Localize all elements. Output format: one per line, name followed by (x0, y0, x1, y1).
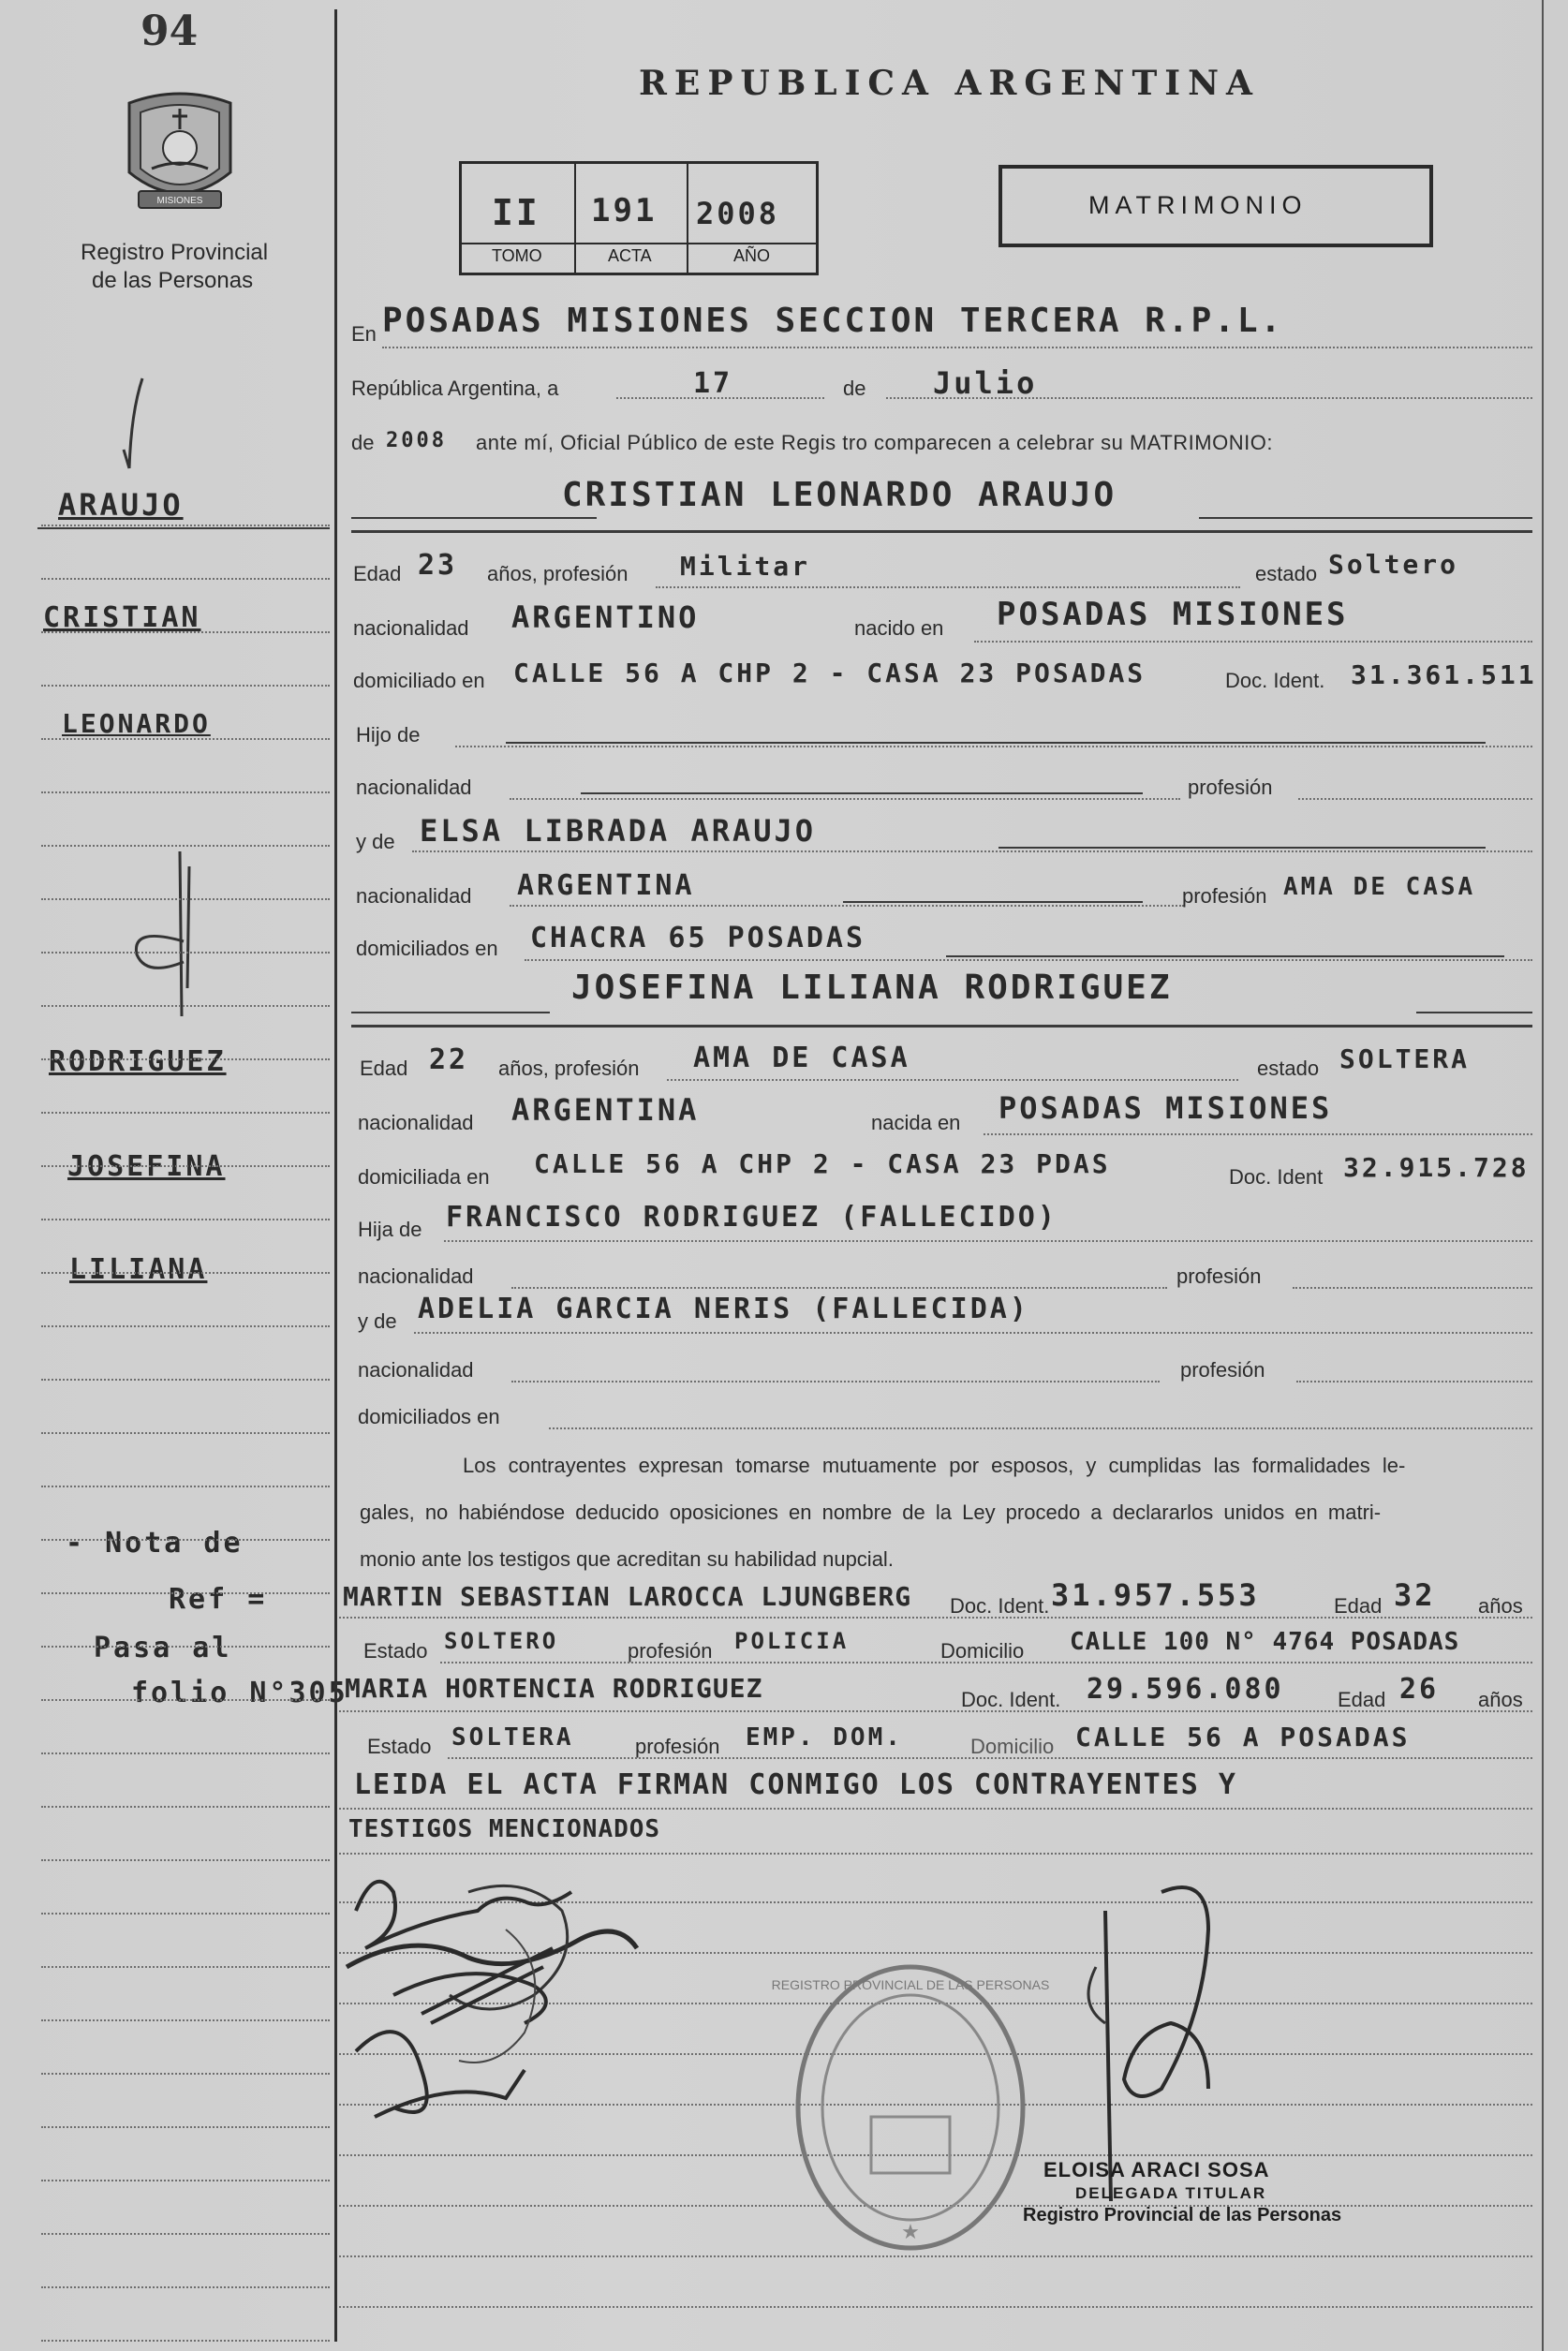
province-crest-icon (120, 82, 240, 221)
registry-name-line1: Registro Provincial (81, 240, 269, 265)
appearance-statement: ante mí, Oficial Público de este Regis tro comparecen a celebrar su MATRIMONIO: (476, 431, 1273, 454)
record-type-box (998, 165, 1433, 247)
margin-initial-mark (103, 375, 159, 478)
month-value: Julio (933, 365, 1038, 401)
record-index-box (459, 161, 819, 275)
groom-mother: ELSA LIBRADA ARAUJO (420, 813, 817, 849)
declaration-line2: gales, no habiéndose deducido oposiciones en nombre de la Ley procedo a declararlos unidos en matri- (360, 1501, 1382, 1524)
bride-nationality: ARGENTINA (511, 1092, 700, 1128)
groom-estado: Soltero (1328, 549, 1459, 580)
groom-parents-address: CHACRA 65 POSADAS (530, 922, 866, 954)
country-title: REPUBLICA ARGENTINA (639, 64, 1260, 103)
margin-firstname-1a: CRISTIAN (43, 601, 201, 634)
bride-age: 22 (429, 1043, 469, 1076)
acta-value: 191 (591, 192, 658, 229)
registry-name-line2: de las Personas (92, 268, 254, 293)
bride-father: FRANCISCO RODRIGUEZ (FALLECIDO) (446, 1201, 1058, 1234)
closing-line2: TESTIGOS MENCIONADOS (348, 1815, 661, 1843)
record-type: MATRIMONIO (1088, 191, 1308, 219)
witness1-profession: POLICIA (734, 1628, 850, 1654)
margin-guide-line (41, 2126, 330, 2128)
groom-doc: 31.361.511 (1351, 659, 1537, 690)
margin-firstname-2b: LILIANA (69, 1253, 208, 1286)
bride-profession: AMA DE CASA (693, 1042, 910, 1074)
groom-birthplace: POSADAS MISIONES (997, 596, 1349, 633)
margin-guide-line (41, 1432, 330, 1434)
signature-guide-line (339, 2306, 1532, 2308)
margin-guide-line (41, 2233, 330, 2235)
margin-guide-line (41, 1913, 330, 1915)
margin-guide-line (41, 2019, 330, 2021)
margin-guide-line (41, 1486, 330, 1487)
margin-firstname-1b: LEONARDO (62, 708, 211, 739)
margin-guide-line (41, 525, 330, 526)
bride-mother: ADELIA GARCIA NERIS (FALLECIDA) (418, 1293, 1029, 1325)
margin-guide-line (41, 1165, 330, 1167)
margin-guide-line (41, 1752, 330, 1754)
margin-guide-line (41, 685, 330, 687)
svg-text:★: ★ (901, 2221, 920, 2244)
margin-guide-line (41, 1058, 330, 1060)
witness2-estado: SOLTERA (451, 1723, 574, 1752)
margin-guide-line (41, 631, 330, 633)
witness2-age: 26 (1399, 1673, 1440, 1706)
groom-age: 23 (418, 549, 458, 582)
witness1-age: 32 (1394, 1577, 1436, 1613)
bride-address: CALLE 56 A CHP 2 - CASA 23 PDAS (534, 1148, 1111, 1179)
bride-estado: SOLTERA (1339, 1043, 1471, 1074)
page-number: 94 (141, 7, 199, 55)
witness1-address: CALLE 100 N° 4764 POSADAS (1070, 1628, 1460, 1656)
margin-guide-line (41, 1966, 330, 1968)
margin-guide-line (41, 2180, 330, 2181)
declaration-line1: Los contrayentes expresan tomarse mutuamente por esposos, y cumplidas las formalidades le- (463, 1454, 1406, 1477)
officer-office: Registro Provincial de las Personas (1023, 2205, 1342, 2225)
closing-line1: LEIDA EL ACTA FIRMAN CONMIGO LOS CONTRAYENTES Y (354, 1768, 1237, 1801)
witness2-address: CALLE 56 A POSADAS (1075, 1722, 1411, 1752)
svg-text:MISIONES: MISIONES (156, 196, 203, 206)
officer-title: DELEGADA TITULAR (1075, 2184, 1267, 2202)
margin-guide-line (41, 2340, 330, 2342)
contracting-parties-signatures (337, 1855, 674, 2164)
margin-firstname-2a: JOSEFINA (67, 1150, 226, 1183)
place-value: POSADAS MISIONES SECCION TERCERA R.P.L. (382, 302, 1284, 340)
witness2-name: MARIA HORTENCIA RODRIGUEZ (345, 1673, 763, 1704)
margin-guide-line (41, 1272, 330, 1274)
witness1-name: MARTIN SEBASTIAN LAROCCA LJUNGBERG (343, 1581, 912, 1612)
margin-note-line4: folio N°305 (131, 1677, 348, 1709)
day-value: 17 (693, 367, 733, 400)
margin-guide-line (41, 1379, 330, 1381)
margin-note-line2: Ref = (169, 1583, 268, 1616)
margin-guide-line (41, 952, 330, 954)
margin-guide-line (41, 1646, 330, 1648)
bride-birthplace: POSADAS MISIONES (998, 1090, 1333, 1126)
tomo-value: II (492, 192, 540, 233)
witness2-profession: EMP. DOM. (746, 1723, 903, 1752)
margin-guide-line (41, 1325, 330, 1327)
year-value: 2008 (386, 429, 447, 452)
margin-guide-line (41, 1005, 330, 1007)
margin-guide-line (41, 791, 330, 793)
anio-value: 2008 (696, 196, 780, 231)
margin-guide-line (41, 845, 330, 847)
bride-doc: 32.915.728 (1343, 1152, 1530, 1183)
tomo-label: TOMO (492, 246, 542, 265)
margin-guide-line (41, 1112, 330, 1114)
anio-label: AÑO (733, 246, 771, 265)
margin-signature-1 (122, 848, 215, 1026)
declaration-line3: monio ante los testigos que acreditan su habilidad nupcial. (360, 1547, 894, 1571)
acta-label: ACTA (608, 246, 652, 265)
margin-guide-line (41, 578, 330, 580)
officer-name: ELOISA ARACI SOSA (1043, 2158, 1270, 2181)
margin-guide-line (41, 1859, 330, 1861)
groom-profession: Militar (680, 551, 811, 582)
margin-guide-line (41, 1219, 330, 1220)
margin-guide-line (41, 1699, 330, 1701)
right-border (1542, 0, 1544, 2351)
official-seal (771, 1958, 1050, 2257)
margin-guide-line (41, 738, 330, 740)
seal-text: REGISTRO PROVINCIAL DE LAS PERSONAS (771, 1977, 1050, 1992)
margin-guide-line (41, 1592, 330, 1594)
groom-mother-nationality: ARGENTINA (517, 869, 695, 902)
groom-mother-profession: AMA DE CASA (1283, 873, 1476, 901)
document-page: 94 MISIONES Registro Provincial de las Personas ARAUJO CRISTIAN LEONARDO RODRIGUEZ JOSEFINA LILIANA - Nota de Ref = Pasa al folio N°305 REPUBLICA ARGENTINA II 191 2008 TOMO ACTA AÑO MATRIMONIO En POSADAS MISIONES SECCION TERCERA R.P.L. República Argentina, a 17 de Julio de 2008 ante mí, Oficial Público de este Regis tro comparecen a celebrar su MATRIMONIO: CRISTIAN LEONARDO ARAUJO Edad 23 años, profesión Militar estado Soltero nacionalidad ARGENTINO nacido en POSADAS MISIONES domiciliado en CALLE 56 A CHP 2 - CASA 23 POSADAS Doc. Ident. 31.361.511 Hijo de nacionalidad profesión y de ELSA LIBRADA ARAUJO nacionalidad ARGENTINA profesión AMA DE CASA domiciliados en CHACRA 65 POSADAS JOSEFINA LILIANA RODRIGUEZ Edad 22 años, profesión AMA DE CASA estado SOLTERA nacionalidad ARGENTINA nacida en POSADAS MISIONES domiciliada en CALLE 56 A CHP 2 - CASA 23 PDAS Doc. Ident 32.915.728 Hija de FRANCISCO RODRIGUEZ (FALLECIDO) nacionalidad profesión y de ADELIA GARCIA NERIS (FALLECIDA) nacionalidad profesión domiciliados en Los contrayentes expresan tomarse mutuamente por esposos, y cumplidas las formalidades le- gales, no habiéndose deducido oposiciones en nombre de la Ley procedo a declararlos unidos en matri- monio ante los testigos que acreditan su habilidad nupcial. MARTIN SEBASTIAN LAROCCA LJUNGBERG Doc. Ident. 31.957.553 Edad 32 años Estado SOLTERO profesión POLICIA Domicilio CALLE 100 N° 4764 POSADAS MARIA HORTENCIA RODRIGUEZ Doc. Ident. 29.596.080 Edad 26 años Estado SOLTERA profesión EMP. DOM. Domicilio CALLE 56 A POSADAS LEIDA EL ACTA FIRMAN CONMIGO LOS CONTRAYENTES Y TESTIGOS MENCIONADOS REGISTRO PROVINCIAL DE LAS PERSONAS ★ ELOISA ARACI SOSA DELEGADA TITULAR Registro Provincial de las Personas (0, 0, 1568, 2351)
margin-surname-2: RODRIGUEZ (49, 1045, 227, 1078)
margin-note-line1: - Nota de (66, 1527, 244, 1560)
groom-address: CALLE 56 A CHP 2 - CASA 23 POSADAS (513, 658, 1146, 688)
margin-guide-line (41, 1539, 330, 1541)
margin-guide-line (41, 898, 330, 900)
witness1-doc: 31.957.553 (1051, 1577, 1260, 1613)
groom-name: CRISTIAN LEONARDO ARAUJO (562, 476, 1117, 514)
margin-note-line3: Pasa al (94, 1632, 232, 1664)
witness1-estado: SOLTERO (444, 1628, 559, 1654)
margin-guide-line (41, 1806, 330, 1808)
bride-name: JOSEFINA LILIANA RODRIGUEZ (571, 968, 1173, 1007)
margin-surname-1: ARAUJO (58, 487, 184, 523)
groom-nationality: ARGENTINO (511, 599, 700, 635)
margin-guide-line (41, 2286, 330, 2288)
margin-guide-line (41, 2073, 330, 2075)
witness2-doc: 29.596.080 (1087, 1673, 1284, 1706)
